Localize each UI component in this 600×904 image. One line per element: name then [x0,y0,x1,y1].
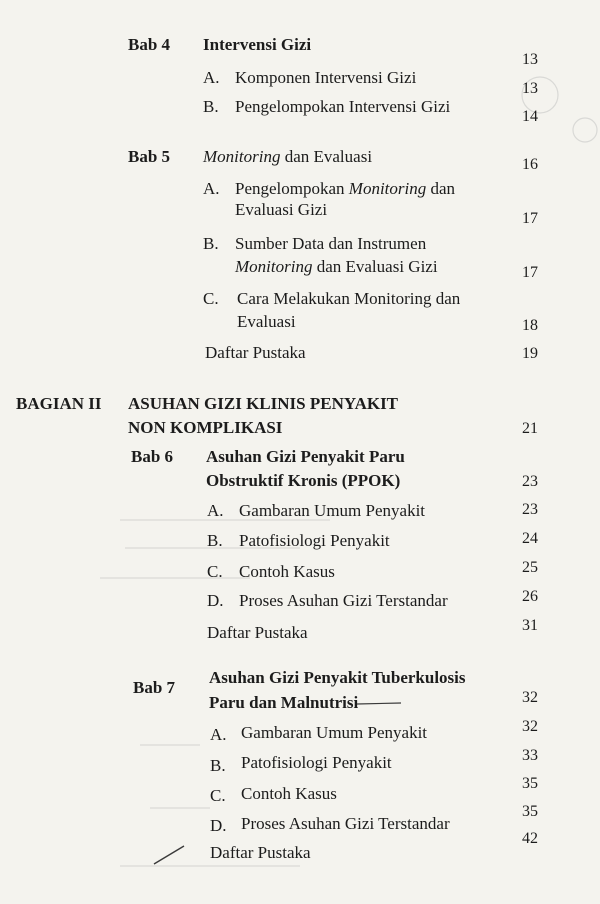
bab7-item-d-page: 35 [522,803,538,820]
bab5-item-c-line2[interactable]: Evaluasi [237,312,296,331]
bab7-item-a-letter: A. [210,725,227,744]
pencil-mark-icon [150,840,190,870]
bab5-item-c-letter: C. [203,289,219,308]
bab5-item-a-post: dan [426,179,456,198]
bab5-item-b-letter: B. [203,234,219,253]
bab7-label: Bab 7 [133,678,176,697]
bab5-title-rest: dan Evaluasi [280,147,373,166]
bab4-item-b-text[interactable]: Pengelompokan Intervensi Gizi [235,97,451,116]
bab5-item-b-em: Monitoring [235,257,313,276]
bab6-item-d-letter: D. [207,591,224,610]
bab7-item-c-page: 35 [522,775,538,792]
bab5-item-b-post: dan Evaluasi Gizi [312,257,438,276]
bab5-daftar-text[interactable]: Daftar Pustaka [205,343,306,362]
bab7-item-a-page: 32 [522,718,538,735]
bab7-daftar-text[interactable]: Daftar Pustaka [210,843,311,862]
bab5-item-a-em: Monitoring [348,179,427,198]
bab6-item-c-text[interactable]: Contoh Kasus [239,562,335,581]
bab6-item-b-letter: B. [207,531,223,550]
bab6-item-d-page: 26 [522,588,538,605]
bab5-item-b-line2[interactable] [235,256,438,278]
bab4-label: Bab 4 [128,35,171,54]
bab6-item-a-page: 23 [522,501,538,518]
bab7-page: 32 [522,689,538,706]
bab5-item-a-pre: Pengelompokan [235,179,349,198]
bab5-title-em: Monitoring [203,147,281,166]
bagian2-title-line1[interactable]: ASUHAN GIZI KLINIS PENYAKIT [128,394,399,413]
bagian2-page: 21 [522,420,538,437]
bab7-item-b-letter: B. [210,756,226,775]
bab6-item-b-page: 24 [522,530,538,547]
bab4-item-a-page: 13 [522,80,538,97]
bab7-item-c-text[interactable]: Contoh Kasus [241,784,337,803]
bab6-item-b-text[interactable]: Patofisiologi Penyakit [239,531,390,550]
bab6-item-d-text[interactable]: Proses Asuhan Gizi Terstandar [239,591,448,610]
bab6-daftar-text[interactable]: Daftar Pustaka [207,623,308,642]
bab7-title-line1[interactable]: Asuhan Gizi Penyakit Tuberkulosis [209,668,466,687]
pencil-underline-icon [355,700,405,710]
bab7-title-line2[interactable]: Paru dan Malnutrisi [209,693,359,712]
bab5-page: 16 [522,156,538,173]
bab5-daftar-page: 19 [522,345,538,362]
bab4-page: 13 [522,51,538,68]
bab6-item-a-letter: A. [207,501,224,520]
bab6-daftar-page: 31 [522,617,538,634]
bagian2-label: BAGIAN II [16,394,102,413]
bab7-item-c-letter: C. [210,786,226,805]
bab5-item-b-line1[interactable]: Sumber Data dan Instrumen [235,234,427,253]
bab7-item-d-text[interactable]: Proses Asuhan Gizi Terstandar [241,814,450,833]
bab5-item-a-line1[interactable] [235,178,455,200]
bab6-title-line2[interactable]: Obstruktif Kronis (PPOK) [206,471,401,490]
bab5-title[interactable] [203,146,372,168]
bab6-label: Bab 6 [131,447,174,466]
bab5-item-a-page: 17 [522,210,538,227]
bab7-daftar-page: 42 [522,830,538,847]
bab4-item-a-text[interactable]: Komponen Intervensi Gizi [235,68,417,87]
bab6-item-a-text[interactable]: Gambaran Umum Penyakit [239,501,426,520]
bab5-item-c-page: 18 [522,317,538,334]
bab5-item-a-letter: A. [203,179,220,198]
bab5-label: Bab 5 [128,147,171,166]
bab6-item-c-page: 25 [522,559,538,576]
bab4-title[interactable]: Intervensi Gizi [203,35,312,54]
bab5-item-c-line1[interactable]: Cara Melakukan Monitoring dan [237,289,461,308]
bab6-item-c-letter: C. [207,562,223,581]
bab5-item-a-line2[interactable]: Evaluasi Gizi [235,200,328,219]
bab4-item-a-letter: A. [203,68,220,87]
bab4-item-b-letter: B. [203,97,219,116]
bab7-item-b-text[interactable]: Patofisiologi Penyakit [241,753,392,772]
bab4-item-b-page: 14 [522,108,538,125]
bab6-title-line1[interactable]: Asuhan Gizi Penyakit Paru [206,447,405,466]
bagian2-title-line2[interactable]: NON KOMPLIKASI [128,418,283,437]
bab6-page: 23 [522,473,538,490]
bab7-item-d-letter: D. [210,816,227,835]
bab7-item-b-page: 33 [522,747,538,764]
bab5-item-b-page: 17 [522,264,538,281]
bab7-item-a-text[interactable]: Gambaran Umum Penyakit [241,723,428,742]
